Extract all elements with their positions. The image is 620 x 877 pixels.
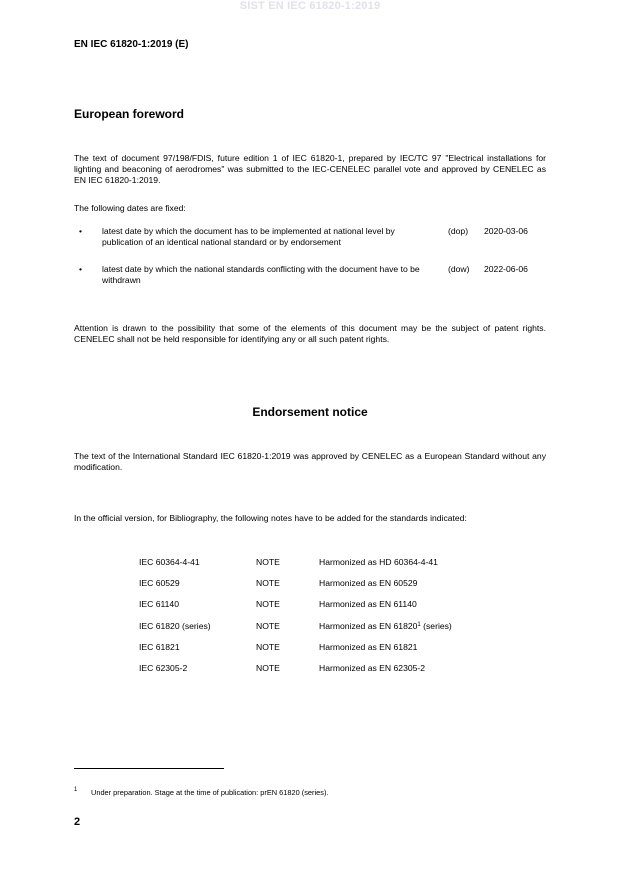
patent-attention: Attention is drawn to the possibility that some of the elements of this document may be the subject of patent rights. CENELEC shall not be held responsible for identifying any or all such patent rights. bbox=[74, 323, 546, 344]
footnote-divider bbox=[74, 768, 224, 769]
note-label: NOTE bbox=[256, 599, 280, 609]
note-text: Harmonized as EN 61821 bbox=[319, 642, 418, 652]
note-standard: IEC 60364-4-41 bbox=[139, 557, 200, 567]
footnote-text: Under preparation. Stage at the time of publication: prEN 61820 (series). bbox=[91, 788, 329, 797]
date-description: latest date by which the document has to be implemented at national level by publication of an identical national standard or by endorsement bbox=[102, 226, 395, 247]
document-id: EN IEC 61820-1:2019 (E) bbox=[74, 39, 189, 50]
note-label: NOTE bbox=[256, 663, 280, 673]
note-label: NOTE bbox=[256, 578, 280, 588]
date-value: 2022-06-06 bbox=[484, 264, 528, 274]
note-text: Harmonized as EN 62305-2 bbox=[319, 663, 426, 673]
note-text: Harmonized as EN 61820$^1$ (series) bbox=[319, 621, 452, 631]
note-standard: IEC 60529 bbox=[139, 578, 180, 588]
bibliography-intro: In the official version, for Bibliography, the following notes have to be added for the standards indicated: bbox=[74, 513, 467, 523]
dates-intro: The following dates are fixed: bbox=[74, 203, 186, 213]
endorsement-title: Endorsement notice bbox=[252, 405, 368, 419]
note-label: NOTE bbox=[256, 557, 280, 567]
endorsement-paragraph: The text of the International Standard IEC 61820-1:2019 was approved by CENELEC as a European Standard without any modification. bbox=[74, 451, 546, 472]
watermark: SIST EN IEC 61820-1:2019 bbox=[239, 0, 381, 12]
date-code: (dow) bbox=[448, 264, 470, 274]
foreword-title: European foreword bbox=[74, 107, 185, 121]
note-label: NOTE bbox=[256, 621, 280, 631]
footnote-number: 1 bbox=[74, 787, 78, 793]
page-number: 2 bbox=[74, 816, 81, 828]
note-text: Harmonized as EN 61140 bbox=[319, 599, 417, 609]
footnote-reference: 1 bbox=[417, 622, 421, 628]
date-code: (dop) bbox=[448, 226, 469, 236]
bullet-icon: • bbox=[79, 226, 83, 236]
note-standard: IEC 61140 bbox=[139, 599, 179, 609]
note-standard: IEC 61820 (series) bbox=[139, 621, 211, 631]
date-description: latest date by which the national standards conflicting with the document have to be withdrawn bbox=[102, 264, 420, 285]
note-standard: IEC 62305-2 bbox=[139, 663, 188, 673]
note-text: Harmonized as HD 60364-4-41 bbox=[319, 557, 438, 567]
foreword-paragraph: The text of document 97/198/FDIS, future edition 1 of IEC 61820-1, prepared by IEC/TC 97 "Electrical installations for lighting and beaconing of aerodromes" was submitted to the IEC-CENELEC parallel vote and approved by CENELEC as EN IEC 61820-1:2019. bbox=[74, 153, 546, 185]
bullet-icon: • bbox=[79, 264, 83, 274]
note-label: NOTE bbox=[256, 642, 280, 652]
date-value: 2020-03-06 bbox=[484, 226, 528, 236]
note-text: Harmonized as EN 60529 bbox=[319, 578, 418, 588]
note-standard: IEC 61821 bbox=[139, 642, 180, 652]
